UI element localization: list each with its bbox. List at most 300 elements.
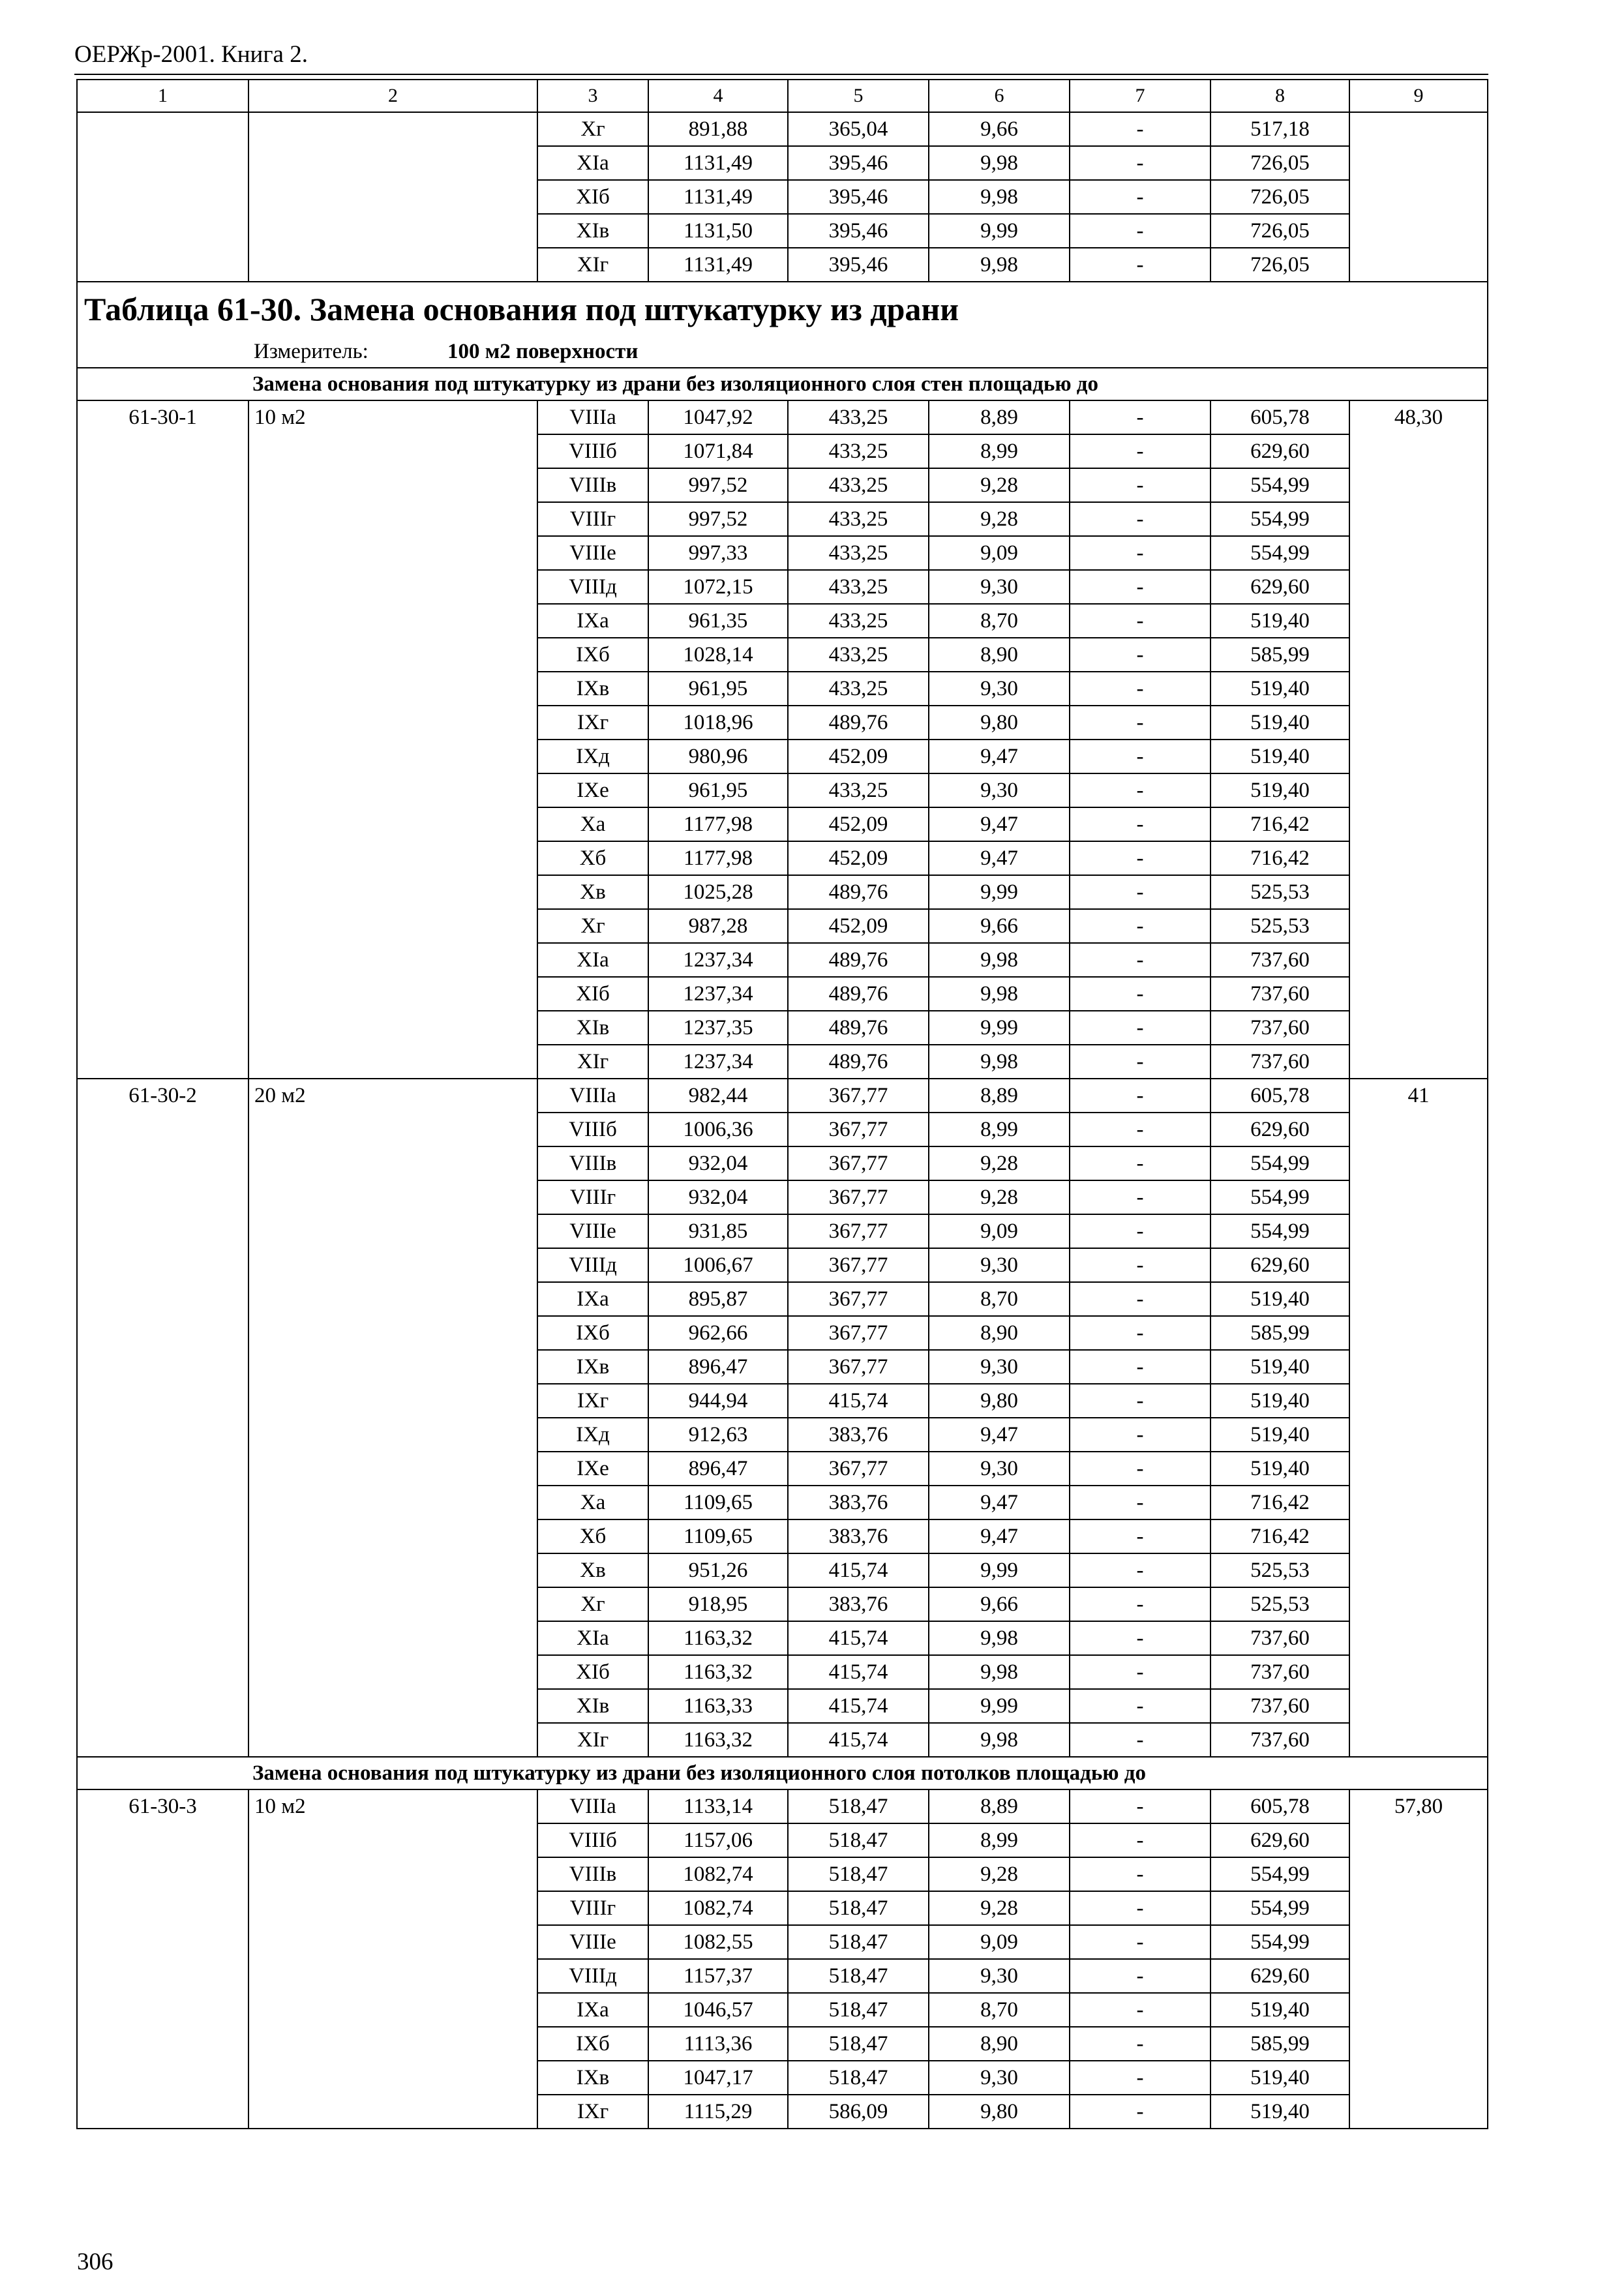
value-cell: 931,85 xyxy=(648,1214,788,1248)
value-cell: 9,28 xyxy=(929,1146,1070,1180)
zone-cell: IXа xyxy=(537,604,648,638)
value-cell: 1237,34 xyxy=(648,977,788,1011)
value-cell: 737,60 xyxy=(1210,1655,1349,1689)
value-cell: - xyxy=(1070,1045,1210,1079)
value-cell: 415,74 xyxy=(788,1384,929,1418)
value-cell: 383,76 xyxy=(788,1418,929,1452)
value-cell: - xyxy=(1070,570,1210,604)
value-cell: - xyxy=(1070,1925,1210,1959)
value-cell: 415,74 xyxy=(788,1723,929,1757)
value-cell: 518,47 xyxy=(788,1789,929,1823)
value-cell: 944,94 xyxy=(648,1384,788,1418)
value-cell: 9,98 xyxy=(929,1621,1070,1655)
col9-cell: 48,30 xyxy=(1349,400,1488,1079)
table-row xyxy=(77,112,1488,146)
value-cell: 737,60 xyxy=(1210,1045,1349,1079)
value-cell: 1163,32 xyxy=(648,1621,788,1655)
column-number: 6 xyxy=(929,80,1070,112)
value-cell: 9,98 xyxy=(929,1045,1070,1079)
code-cell xyxy=(77,112,248,282)
code-cell: 61-30-3 xyxy=(77,1789,248,2129)
zone-cell: XIа xyxy=(537,1621,648,1655)
value-cell: - xyxy=(1070,1723,1210,1757)
value-cell: - xyxy=(1070,977,1210,1011)
value-cell: 8,99 xyxy=(929,1823,1070,1857)
value-cell: 1046,57 xyxy=(648,1993,788,2027)
value-cell: 519,40 xyxy=(1210,1384,1349,1418)
value-cell: 433,25 xyxy=(788,536,929,570)
value-cell: 433,25 xyxy=(788,502,929,536)
value-cell: 9,30 xyxy=(929,1248,1070,1282)
value-cell: 433,25 xyxy=(788,434,929,468)
value-cell: 1047,92 xyxy=(648,400,788,434)
value-cell: 9,28 xyxy=(929,468,1070,502)
value-cell: - xyxy=(1070,2027,1210,2061)
value-cell: 519,40 xyxy=(1210,1418,1349,1452)
value-cell: 9,99 xyxy=(929,875,1070,909)
value-cell: - xyxy=(1070,1180,1210,1214)
value-cell: 9,99 xyxy=(929,1553,1070,1587)
value-cell: 1237,34 xyxy=(648,1045,788,1079)
value-cell: 9,30 xyxy=(929,1959,1070,1993)
value-cell: 554,99 xyxy=(1210,1180,1349,1214)
value-cell: 932,04 xyxy=(648,1180,788,1214)
value-cell: 9,47 xyxy=(929,807,1070,841)
value-cell: 1177,98 xyxy=(648,807,788,841)
column-number: 4 xyxy=(648,80,788,112)
value-cell: 518,47 xyxy=(788,1891,929,1925)
zone-cell: IXб xyxy=(537,638,648,672)
value-cell: 8,90 xyxy=(929,638,1070,672)
zone-cell: IXе xyxy=(537,773,648,807)
value-cell: - xyxy=(1070,1113,1210,1146)
value-cell: - xyxy=(1070,1857,1210,1891)
zone-cell: VIIIд xyxy=(537,1959,648,1993)
value-cell: - xyxy=(1070,1689,1210,1723)
value-cell: 1113,36 xyxy=(648,2027,788,2061)
value-cell: 519,40 xyxy=(1210,1993,1349,2027)
value-cell: 415,74 xyxy=(788,1689,929,1723)
page-number: 306 xyxy=(77,2249,113,2275)
zone-cell: VIIIе xyxy=(537,536,648,570)
value-cell: 951,26 xyxy=(648,1553,788,1587)
table-body xyxy=(77,80,1488,2129)
section-heading: Замена основания под штукатурку из драни без изоляционного слоя потолков площадью до xyxy=(77,1757,1488,1789)
value-cell: 554,99 xyxy=(1210,536,1349,570)
value-cell: 525,53 xyxy=(1210,875,1349,909)
value-cell: 9,66 xyxy=(929,112,1070,146)
value-cell: 9,28 xyxy=(929,1857,1070,1891)
value-cell: 585,99 xyxy=(1210,638,1349,672)
zone-cell: XIа xyxy=(537,146,648,180)
value-cell: 489,76 xyxy=(788,943,929,977)
value-cell: 8,89 xyxy=(929,400,1070,434)
value-cell: 395,46 xyxy=(788,248,929,282)
value-cell: 629,60 xyxy=(1210,1823,1349,1857)
value-cell: 9,47 xyxy=(929,1486,1070,1519)
value-cell: 489,76 xyxy=(788,706,929,740)
value-cell: 1163,33 xyxy=(648,1689,788,1723)
value-cell: - xyxy=(1070,1384,1210,1418)
zone-cell: IXа xyxy=(537,1993,648,2027)
zone-cell: XIг xyxy=(537,1045,648,1079)
value-cell: - xyxy=(1070,638,1210,672)
column-number: 2 xyxy=(248,80,537,112)
zone-cell: XIб xyxy=(537,180,648,214)
value-cell: 518,47 xyxy=(788,2061,929,2095)
value-cell: 489,76 xyxy=(788,1045,929,1079)
value-cell: 726,05 xyxy=(1210,180,1349,214)
value-cell: 9,80 xyxy=(929,706,1070,740)
value-cell: 9,47 xyxy=(929,1519,1070,1553)
value-cell: 1115,29 xyxy=(648,2095,788,2129)
value-cell: 1072,15 xyxy=(648,570,788,604)
value-cell: 9,47 xyxy=(929,841,1070,875)
value-cell: 519,40 xyxy=(1210,706,1349,740)
value-cell: 433,25 xyxy=(788,468,929,502)
column-number: 7 xyxy=(1070,80,1210,112)
value-cell: 367,77 xyxy=(788,1214,929,1248)
value-cell: - xyxy=(1070,1146,1210,1180)
value-cell: 961,95 xyxy=(648,672,788,706)
meter-label: Измеритель: xyxy=(254,340,368,363)
value-cell: 9,98 xyxy=(929,1723,1070,1757)
zone-cell: IXв xyxy=(537,1350,648,1384)
value-cell: 961,35 xyxy=(648,604,788,638)
col9-cell: 57,80 xyxy=(1349,1789,1488,2129)
value-cell: 433,25 xyxy=(788,604,929,638)
value-cell: 9,09 xyxy=(929,1925,1070,1959)
value-cell: 629,60 xyxy=(1210,1248,1349,1282)
value-cell: - xyxy=(1070,1993,1210,2027)
value-cell: 716,42 xyxy=(1210,841,1349,875)
value-cell: 554,99 xyxy=(1210,468,1349,502)
value-cell: 980,96 xyxy=(648,740,788,773)
zone-cell: IXд xyxy=(537,1418,648,1452)
value-cell: 452,09 xyxy=(788,740,929,773)
value-cell: 554,99 xyxy=(1210,502,1349,536)
zone-cell: XIг xyxy=(537,1723,648,1757)
zone-cell: VIIIг xyxy=(537,502,648,536)
value-cell: - xyxy=(1070,1418,1210,1452)
value-cell: 395,46 xyxy=(788,214,929,248)
value-cell: 452,09 xyxy=(788,909,929,943)
value-cell: 1133,14 xyxy=(648,1789,788,1823)
column-number: 3 xyxy=(537,80,648,112)
value-cell: 433,25 xyxy=(788,638,929,672)
value-cell: 415,74 xyxy=(788,1655,929,1689)
column-number: 1 xyxy=(77,80,248,112)
value-cell: 9,98 xyxy=(929,943,1070,977)
value-cell: 961,95 xyxy=(648,773,788,807)
value-cell: 517,18 xyxy=(1210,112,1349,146)
value-cell: 1163,32 xyxy=(648,1723,788,1757)
value-cell: 554,99 xyxy=(1210,1857,1349,1891)
value-cell: - xyxy=(1070,400,1210,434)
value-cell: 982,44 xyxy=(648,1079,788,1113)
value-cell: 891,88 xyxy=(648,112,788,146)
zone-cell: IXг xyxy=(537,706,648,740)
value-cell: - xyxy=(1070,1519,1210,1553)
zone-cell: VIIIе xyxy=(537,1214,648,1248)
value-cell: 9,99 xyxy=(929,1689,1070,1723)
zone-cell: VIIIв xyxy=(537,1146,648,1180)
zone-cell: XIб xyxy=(537,977,648,1011)
value-cell: 9,30 xyxy=(929,773,1070,807)
value-cell: - xyxy=(1070,1789,1210,1823)
value-cell: 8,90 xyxy=(929,1316,1070,1350)
column-number-row xyxy=(77,80,1488,112)
zone-cell: VIIIа xyxy=(537,400,648,434)
value-cell: - xyxy=(1070,1248,1210,1282)
zone-cell: Xа xyxy=(537,1486,648,1519)
value-cell: - xyxy=(1070,1214,1210,1248)
value-cell: 9,30 xyxy=(929,672,1070,706)
value-cell: - xyxy=(1070,434,1210,468)
zone-cell: XIв xyxy=(537,1011,648,1045)
value-cell: - xyxy=(1070,1452,1210,1486)
value-cell: 9,47 xyxy=(929,1418,1070,1452)
value-cell: 518,47 xyxy=(788,2027,929,2061)
value-cell: 489,76 xyxy=(788,875,929,909)
column-number: 8 xyxy=(1210,80,1349,112)
column-number: 9 xyxy=(1349,80,1488,112)
value-cell: - xyxy=(1070,1316,1210,1350)
value-cell: - xyxy=(1070,875,1210,909)
value-cell: 367,77 xyxy=(788,1282,929,1316)
value-cell: 1131,50 xyxy=(648,214,788,248)
page-header: ОЕРЖр-2001. Книга 2. xyxy=(74,41,308,68)
value-cell: 433,25 xyxy=(788,400,929,434)
value-cell: - xyxy=(1070,1655,1210,1689)
value-cell: - xyxy=(1070,1486,1210,1519)
zone-cell: VIIIб xyxy=(537,434,648,468)
value-cell: 554,99 xyxy=(1210,1891,1349,1925)
col9-cell xyxy=(1349,112,1488,282)
value-cell: - xyxy=(1070,1587,1210,1621)
value-cell: - xyxy=(1070,468,1210,502)
table-title-row xyxy=(77,282,1488,336)
value-cell: 519,40 xyxy=(1210,1282,1349,1316)
zone-cell: VIIIб xyxy=(537,1823,648,1857)
value-cell: 1082,74 xyxy=(648,1891,788,1925)
value-cell: 8,89 xyxy=(929,1789,1070,1823)
value-cell: 489,76 xyxy=(788,1011,929,1045)
value-cell: 9,30 xyxy=(929,1350,1070,1384)
value-cell: 726,05 xyxy=(1210,146,1349,180)
value-cell: 896,47 xyxy=(648,1350,788,1384)
value-cell: - xyxy=(1070,1011,1210,1045)
value-cell: 1177,98 xyxy=(648,841,788,875)
table-row xyxy=(77,400,1488,434)
value-cell: 737,60 xyxy=(1210,977,1349,1011)
value-cell: 629,60 xyxy=(1210,1113,1349,1146)
value-cell: 554,99 xyxy=(1210,1925,1349,1959)
value-cell: - xyxy=(1070,502,1210,536)
value-cell: 383,76 xyxy=(788,1587,929,1621)
value-cell: 1025,28 xyxy=(648,875,788,909)
value-cell: 1131,49 xyxy=(648,146,788,180)
value-cell: 519,40 xyxy=(1210,740,1349,773)
zone-cell: VIIIг xyxy=(537,1891,648,1925)
value-cell: - xyxy=(1070,1891,1210,1925)
header-rule xyxy=(74,74,1488,75)
value-cell: 367,77 xyxy=(788,1350,929,1384)
value-cell: - xyxy=(1070,1621,1210,1655)
value-cell: 9,28 xyxy=(929,1891,1070,1925)
value-cell: 1131,49 xyxy=(648,248,788,282)
value-cell: 9,98 xyxy=(929,146,1070,180)
value-cell: 8,99 xyxy=(929,434,1070,468)
value-cell: 433,25 xyxy=(788,672,929,706)
value-cell: 519,40 xyxy=(1210,1350,1349,1384)
zone-cell: VIIIв xyxy=(537,1857,648,1891)
zone-cell: VIIIе xyxy=(537,1925,648,1959)
value-cell: 9,80 xyxy=(929,2095,1070,2129)
value-cell: 8,70 xyxy=(929,1282,1070,1316)
value-cell: 1047,17 xyxy=(648,2061,788,2095)
value-cell: 433,25 xyxy=(788,773,929,807)
section-heading-row xyxy=(77,1757,1488,1789)
value-cell: 525,53 xyxy=(1210,909,1349,943)
value-cell: 918,95 xyxy=(648,1587,788,1621)
zone-cell: Xб xyxy=(537,841,648,875)
value-cell: 367,77 xyxy=(788,1113,929,1146)
rates-table xyxy=(76,79,1488,2129)
zone-cell: VIIIб xyxy=(537,1113,648,1146)
value-cell: 365,04 xyxy=(788,112,929,146)
value-cell: 1157,06 xyxy=(648,1823,788,1857)
value-cell: - xyxy=(1070,2061,1210,2095)
value-cell: 1163,32 xyxy=(648,1655,788,1689)
value-cell: 9,66 xyxy=(929,909,1070,943)
code-cell: 61-30-1 xyxy=(77,400,248,1079)
value-cell: 518,47 xyxy=(788,1925,929,1959)
value-cell: 1082,55 xyxy=(648,1925,788,1959)
value-cell: 629,60 xyxy=(1210,1959,1349,1993)
zone-cell: IXа xyxy=(537,1282,648,1316)
meter-value: 100 м2 поверхности xyxy=(447,340,639,363)
value-cell: 554,99 xyxy=(1210,1214,1349,1248)
value-cell: - xyxy=(1070,909,1210,943)
value-cell: 383,76 xyxy=(788,1486,929,1519)
zone-cell: Xг xyxy=(537,1587,648,1621)
value-cell: 1006,67 xyxy=(648,1248,788,1282)
value-cell: 489,76 xyxy=(788,977,929,1011)
value-cell: 383,76 xyxy=(788,1519,929,1553)
value-cell: 8,99 xyxy=(929,1113,1070,1146)
value-cell: 367,77 xyxy=(788,1452,929,1486)
value-cell: 737,60 xyxy=(1210,1723,1349,1757)
value-cell: 9,99 xyxy=(929,1011,1070,1045)
value-cell: - xyxy=(1070,1282,1210,1316)
value-cell: - xyxy=(1070,773,1210,807)
value-cell: 585,99 xyxy=(1210,1316,1349,1350)
value-cell: 518,47 xyxy=(788,1857,929,1891)
column-number: 5 xyxy=(788,80,929,112)
meter-row xyxy=(77,336,1488,368)
value-cell: 518,47 xyxy=(788,1993,929,2027)
zone-cell: IXг xyxy=(537,2095,648,2129)
value-cell: 433,25 xyxy=(788,570,929,604)
value-cell: 395,46 xyxy=(788,146,929,180)
zone-cell: XIа xyxy=(537,943,648,977)
table-title: Таблица 61-30. Замена основания под штукатурку из драни xyxy=(77,282,1488,336)
value-cell: - xyxy=(1070,1959,1210,1993)
value-cell: 912,63 xyxy=(648,1418,788,1452)
value-cell: 452,09 xyxy=(788,807,929,841)
zone-cell: VIIIд xyxy=(537,1248,648,1282)
value-cell: 987,28 xyxy=(648,909,788,943)
value-cell: 519,40 xyxy=(1210,672,1349,706)
value-cell: 1157,37 xyxy=(648,1959,788,1993)
value-cell: - xyxy=(1070,146,1210,180)
value-cell: 8,89 xyxy=(929,1079,1070,1113)
col9-cell: 41 xyxy=(1349,1079,1488,1757)
value-cell: 1028,14 xyxy=(648,638,788,672)
zone-cell: Xб xyxy=(537,1519,648,1553)
zone-cell: Xг xyxy=(537,112,648,146)
value-cell: 629,60 xyxy=(1210,434,1349,468)
value-cell: 519,40 xyxy=(1210,773,1349,807)
value-cell: 605,78 xyxy=(1210,1079,1349,1113)
zone-cell: VIIIг xyxy=(537,1180,648,1214)
size-cell: 10 м2 xyxy=(248,1789,537,2129)
zone-cell: IXв xyxy=(537,672,648,706)
value-cell: - xyxy=(1070,248,1210,282)
value-cell: 9,98 xyxy=(929,977,1070,1011)
zone-cell: XIв xyxy=(537,214,648,248)
value-cell: 737,60 xyxy=(1210,1621,1349,1655)
value-cell: 895,87 xyxy=(648,1282,788,1316)
table-row xyxy=(77,1789,1488,1823)
value-cell: 1237,35 xyxy=(648,1011,788,1045)
value-cell: 726,05 xyxy=(1210,214,1349,248)
value-cell: 9,30 xyxy=(929,2061,1070,2095)
value-cell: 1018,96 xyxy=(648,706,788,740)
value-cell: 716,42 xyxy=(1210,1519,1349,1553)
zone-cell: Xг xyxy=(537,909,648,943)
value-cell: 737,60 xyxy=(1210,1011,1349,1045)
value-cell: 737,60 xyxy=(1210,1689,1349,1723)
value-cell: 8,90 xyxy=(929,2027,1070,2061)
size-cell: 20 м2 xyxy=(248,1079,537,1757)
value-cell: 525,53 xyxy=(1210,1587,1349,1621)
value-cell: 367,77 xyxy=(788,1248,929,1282)
value-cell: 8,70 xyxy=(929,604,1070,638)
value-cell: 932,04 xyxy=(648,1146,788,1180)
value-cell: - xyxy=(1070,706,1210,740)
value-cell: - xyxy=(1070,807,1210,841)
value-cell: 716,42 xyxy=(1210,807,1349,841)
value-cell: 896,47 xyxy=(648,1452,788,1486)
value-cell: 9,30 xyxy=(929,1452,1070,1486)
value-cell: 1131,49 xyxy=(648,180,788,214)
value-cell: 8,70 xyxy=(929,1993,1070,2027)
value-cell: 9,30 xyxy=(929,570,1070,604)
value-cell: 519,40 xyxy=(1210,2061,1349,2095)
section-heading: Замена основания под штукатурку из драни без изоляционного слоя стен площадью до xyxy=(77,368,1488,400)
zone-cell: IXд xyxy=(537,740,648,773)
value-cell: 629,60 xyxy=(1210,570,1349,604)
value-cell: 737,60 xyxy=(1210,943,1349,977)
section-heading-row xyxy=(77,368,1488,400)
value-cell: 1109,65 xyxy=(648,1519,788,1553)
value-cell: 605,78 xyxy=(1210,1789,1349,1823)
value-cell: - xyxy=(1070,841,1210,875)
value-cell: 519,40 xyxy=(1210,604,1349,638)
value-cell: 716,42 xyxy=(1210,1486,1349,1519)
